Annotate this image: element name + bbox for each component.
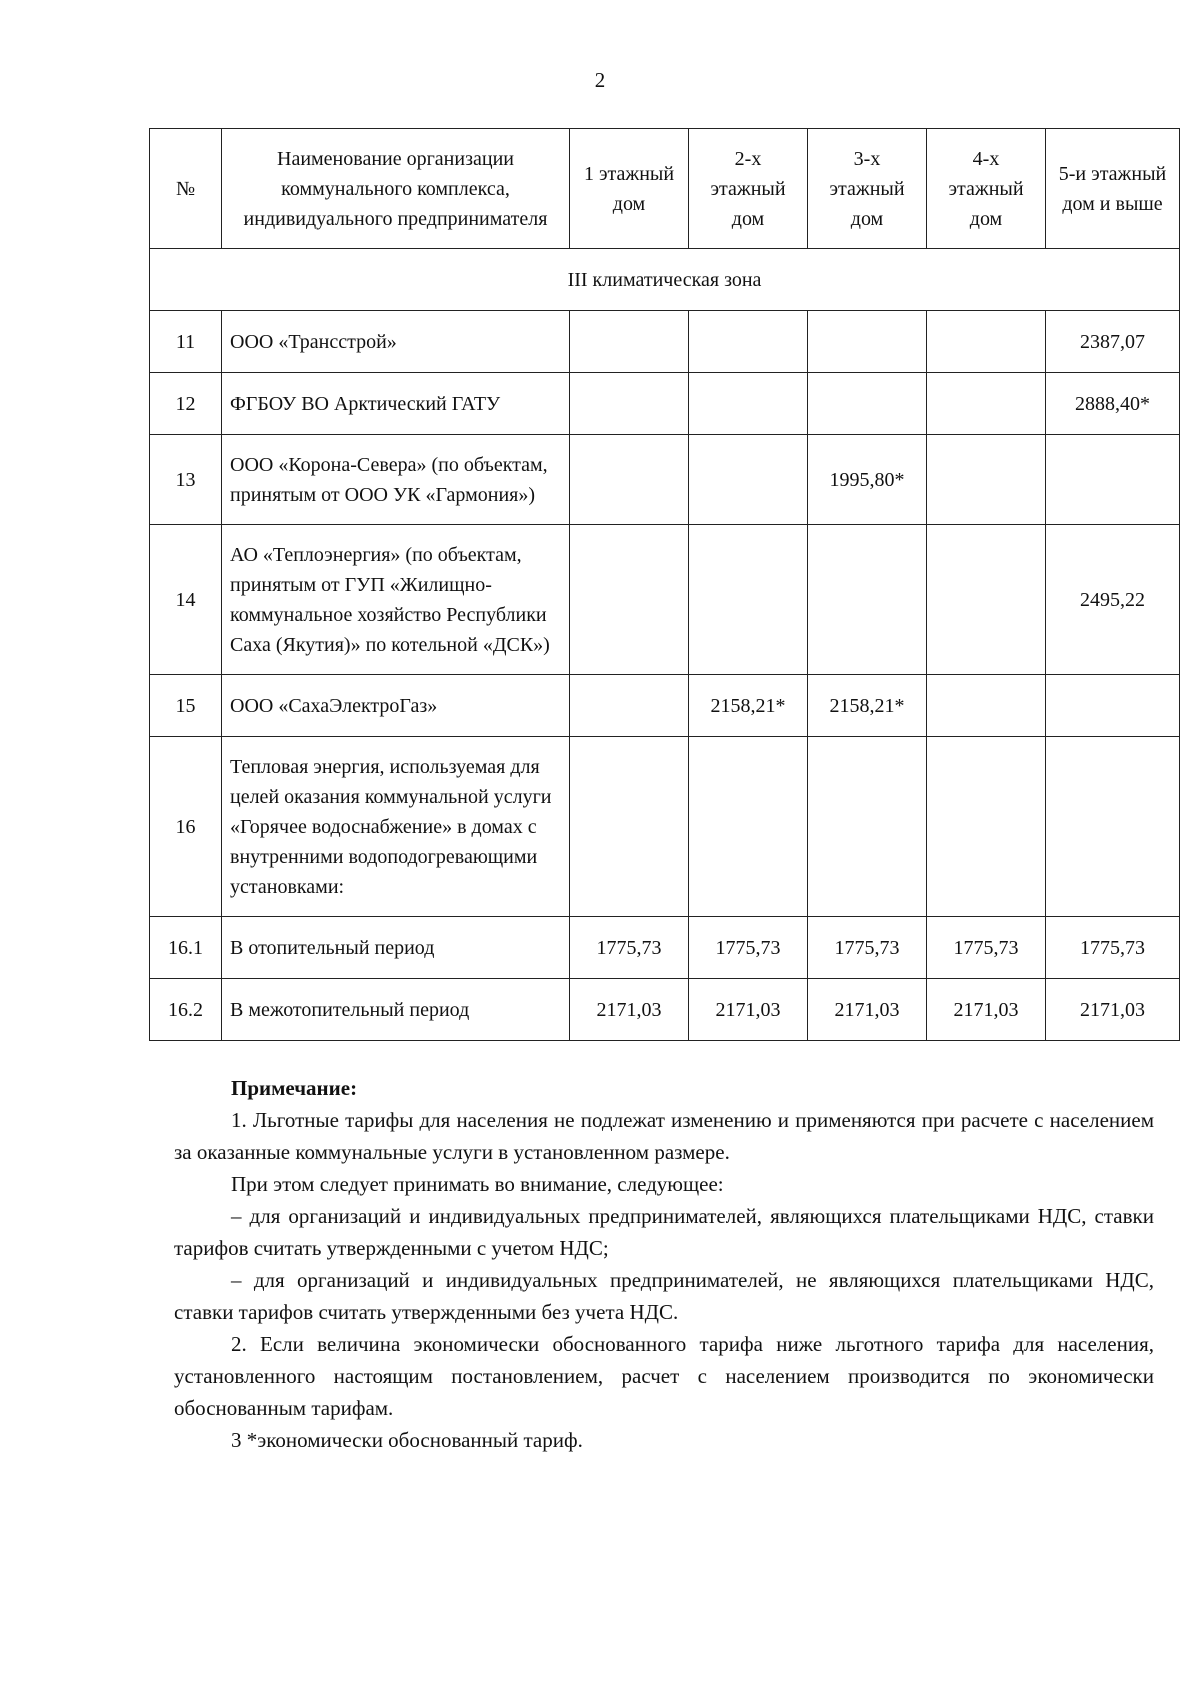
row-name: АО «Теплоэнергия» (по объектам, принятым от ГУП «Жилищно-коммунальное хозяйство Республики Саха (Якутия)» по котельной «ДСК») (222, 525, 570, 675)
header-num: № (150, 129, 222, 249)
header-name: Наименование организации коммунального комплекса, индивидуального предпринимателя (222, 129, 570, 249)
value-4-floor (927, 737, 1046, 917)
value-5-floor (1046, 737, 1180, 917)
value-3-floor (808, 525, 927, 675)
value-2-floor: 2171,03 (689, 979, 808, 1041)
value-1-floor (570, 311, 689, 373)
value-5-floor: 2387,07 (1046, 311, 1180, 373)
row-name: ООО «СахаЭлектроГаз» (222, 675, 570, 737)
row-name: ООО «Корона-Севера» (по объектам, принятым от ООО УК «Гармония») (222, 435, 570, 525)
value-3-floor (808, 737, 927, 917)
note-title: Примечание: (231, 1076, 358, 1100)
value-1-floor (570, 737, 689, 917)
value-1-floor (570, 435, 689, 525)
value-2-floor (689, 435, 808, 525)
page-number: 2 (594, 68, 606, 92)
value-4-floor (927, 525, 1046, 675)
row-num: 14 (150, 525, 222, 675)
header-1-floor: 1 этажный дом (570, 129, 689, 249)
value-4-floor: 2171,03 (927, 979, 1046, 1041)
value-2-floor (689, 737, 808, 917)
table-row (150, 373, 1180, 435)
row-num: 16.2 (150, 979, 222, 1041)
row-name: ФГБОУ ВО Арктический ГАТУ (222, 373, 570, 435)
note-paragraph-2: При этом следует принимать во внимание, следующее: (231, 1172, 724, 1196)
row-name: Тепловая энергия, используемая для целей оказания коммунальной услуги «Горячее водоснабжение» в домах с внутренними водоподогревающими установками: (222, 737, 570, 917)
table-row (150, 435, 1180, 525)
value-5-floor: 1775,73 (1046, 917, 1180, 979)
value-3-floor: 2158,21* (808, 675, 927, 737)
value-1-floor (570, 675, 689, 737)
row-num: 12 (150, 373, 222, 435)
row-name: ООО «Трансстрой» (222, 311, 570, 373)
value-4-floor (927, 675, 1046, 737)
value-3-floor: 1775,73 (808, 917, 927, 979)
value-5-floor (1046, 675, 1180, 737)
table-row (150, 675, 1180, 737)
value-4-floor (927, 435, 1046, 525)
value-2-floor (689, 525, 808, 675)
value-5-floor: 2495,22 (1046, 525, 1180, 675)
climate-zone-label: III климатическая зона (150, 249, 1180, 311)
value-2-floor: 1775,73 (689, 917, 808, 979)
value-3-floor: 1995,80* (808, 435, 927, 525)
zone-row (150, 249, 1180, 311)
value-3-floor (808, 311, 927, 373)
note-paragraph-5: 2. Если величина экономически обоснованного тарифа ниже льготного тарифа для населения, установленного настоящим постановлением, расчет с населением производится по экономически обоснованным тарифам. (174, 1332, 1154, 1420)
value-3-floor (808, 373, 927, 435)
row-name: В межотопительный период (222, 979, 570, 1041)
note-paragraph-6: 3 *экономически обоснованный тариф. (231, 1428, 583, 1452)
value-1-floor: 2171,03 (570, 979, 689, 1041)
header-3-floor: 3-х этажный дом (808, 129, 927, 249)
table-row (150, 311, 1180, 373)
header-2-floor: 2-х этажный дом (689, 129, 808, 249)
table-row (150, 917, 1180, 979)
value-2-floor: 2158,21* (689, 675, 808, 737)
header-4-floor: 4-х этажный дом (927, 129, 1046, 249)
value-2-floor (689, 311, 808, 373)
value-2-floor (689, 373, 808, 435)
table-row (150, 737, 1180, 917)
row-num: 16 (150, 737, 222, 917)
row-num: 13 (150, 435, 222, 525)
value-1-floor (570, 373, 689, 435)
note-paragraph-1: 1. Льготные тарифы для населения не подлежат изменению и применяются при расчете с населением за оказанные коммунальные услуги в установленном размере. (174, 1108, 1154, 1164)
note-paragraph-4: – для организаций и индивидуальных предпринимателей, не являющихся плательщиками НДС, ставки тарифов считать утвержденными без учета НДС. (174, 1268, 1154, 1324)
table-header-row (150, 129, 1180, 249)
row-name: В отопительный период (222, 917, 570, 979)
value-1-floor: 1775,73 (570, 917, 689, 979)
value-5-floor: 2171,03 (1046, 979, 1180, 1041)
table-row (150, 979, 1180, 1041)
value-4-floor: 1775,73 (927, 917, 1046, 979)
value-5-floor: 2888,40* (1046, 373, 1180, 435)
row-num: 16.1 (150, 917, 222, 979)
value-4-floor (927, 311, 1046, 373)
value-5-floor (1046, 435, 1180, 525)
header-5-floor: 5-и этажный дом и выше (1046, 129, 1180, 249)
row-num: 15 (150, 675, 222, 737)
value-1-floor (570, 525, 689, 675)
tariff-table (149, 128, 1180, 1041)
table-row (150, 525, 1180, 675)
value-4-floor (927, 373, 1046, 435)
note-paragraph-3: – для организаций и индивидуальных предпринимателей, являющихся плательщиками НДС, ставки тарифов считать утвержденными с учетом НДС; (174, 1204, 1154, 1260)
note-section (174, 1072, 1154, 1456)
row-num: 11 (150, 311, 222, 373)
value-3-floor: 2171,03 (808, 979, 927, 1041)
